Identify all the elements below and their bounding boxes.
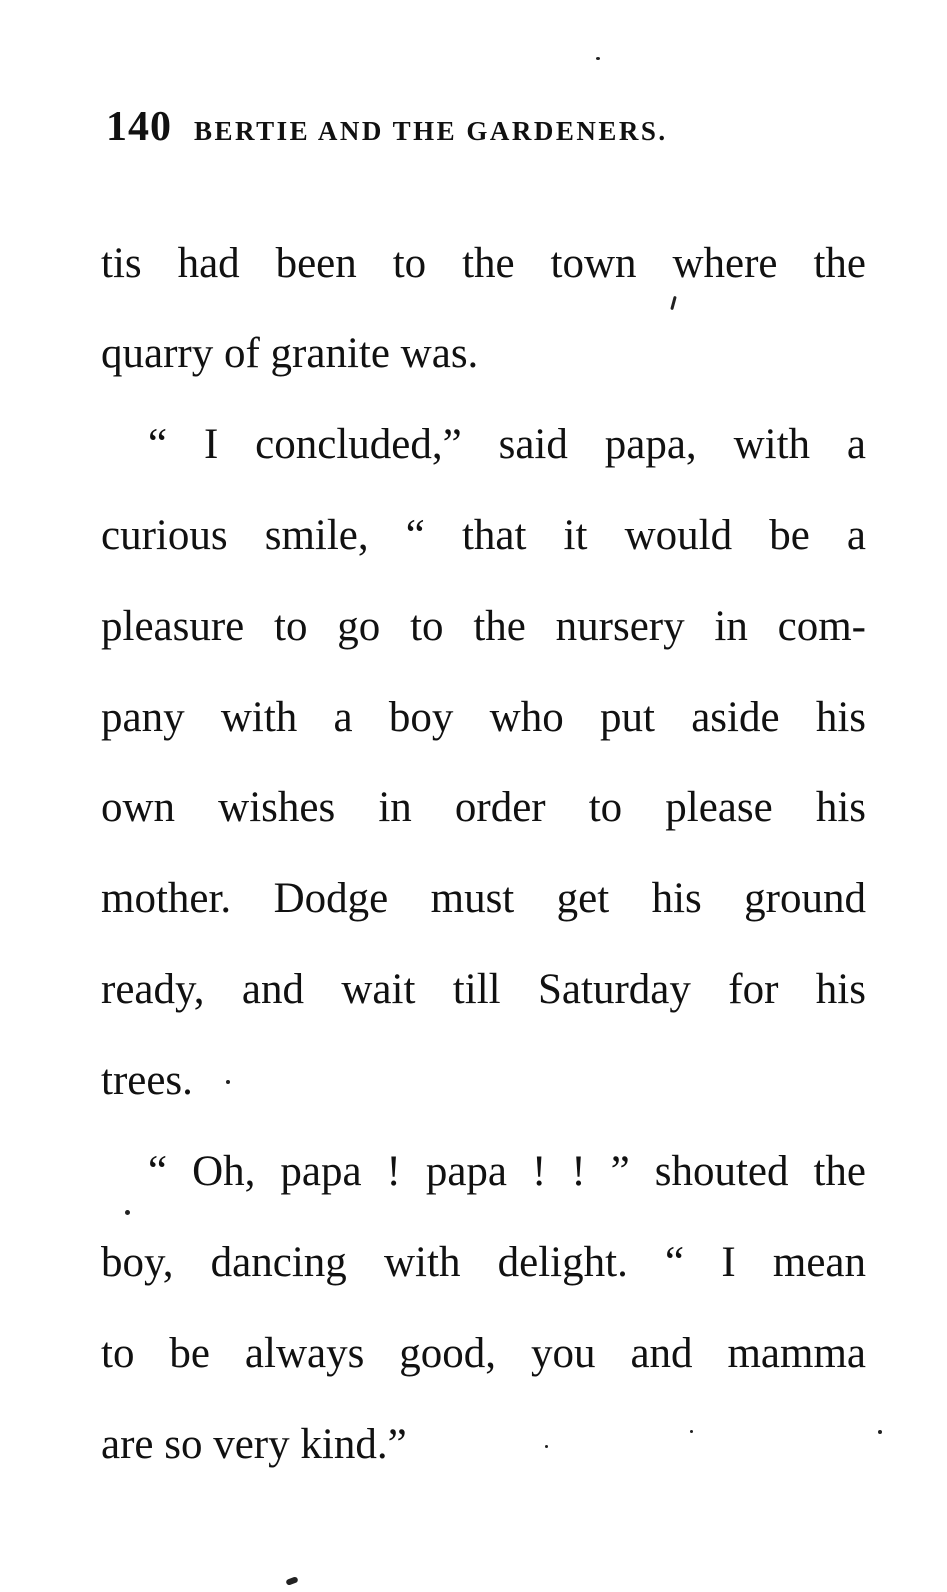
scan-speck (596, 57, 600, 60)
text-line: quarry of granite was. (101, 330, 479, 377)
page-number: 140 (106, 104, 172, 150)
text-line: boy, dancing with delight. “ I mean (101, 1239, 866, 1286)
text-line: to be always good, you and mamma (101, 1330, 866, 1377)
scan-speck (125, 1210, 130, 1215)
text-line: are so very kind.” (101, 1421, 407, 1468)
text-line: pany with a boy who put aside his (101, 694, 866, 741)
text-line: pleasure to go to the nursery in com- (101, 603, 866, 650)
scan-speck (878, 1430, 882, 1434)
scan-speck (545, 1445, 548, 1448)
text-line: own wishes in order to please his (101, 784, 866, 831)
scan-speck (670, 296, 677, 310)
text-line: trees. (101, 1057, 193, 1104)
scan-speck (690, 1430, 693, 1433)
scan-speck (285, 1576, 298, 1586)
text-line: curious smile, “ that it would be a (101, 512, 866, 559)
text-line: “ Oh, papa ! papa ! ! ” shouted the (148, 1148, 866, 1195)
running-head: BERTIE AND THE GARDENERS. (194, 116, 668, 146)
text-line: tis had been to the town where the (101, 240, 866, 287)
scan-speck (226, 1080, 230, 1084)
text-line: ready, and wait till Saturday for his (101, 966, 866, 1013)
text-line: “ I concluded,” said papa, with a (148, 421, 866, 468)
text-line: mother. Dodge must get his ground (101, 875, 866, 922)
page-header (106, 103, 806, 163)
